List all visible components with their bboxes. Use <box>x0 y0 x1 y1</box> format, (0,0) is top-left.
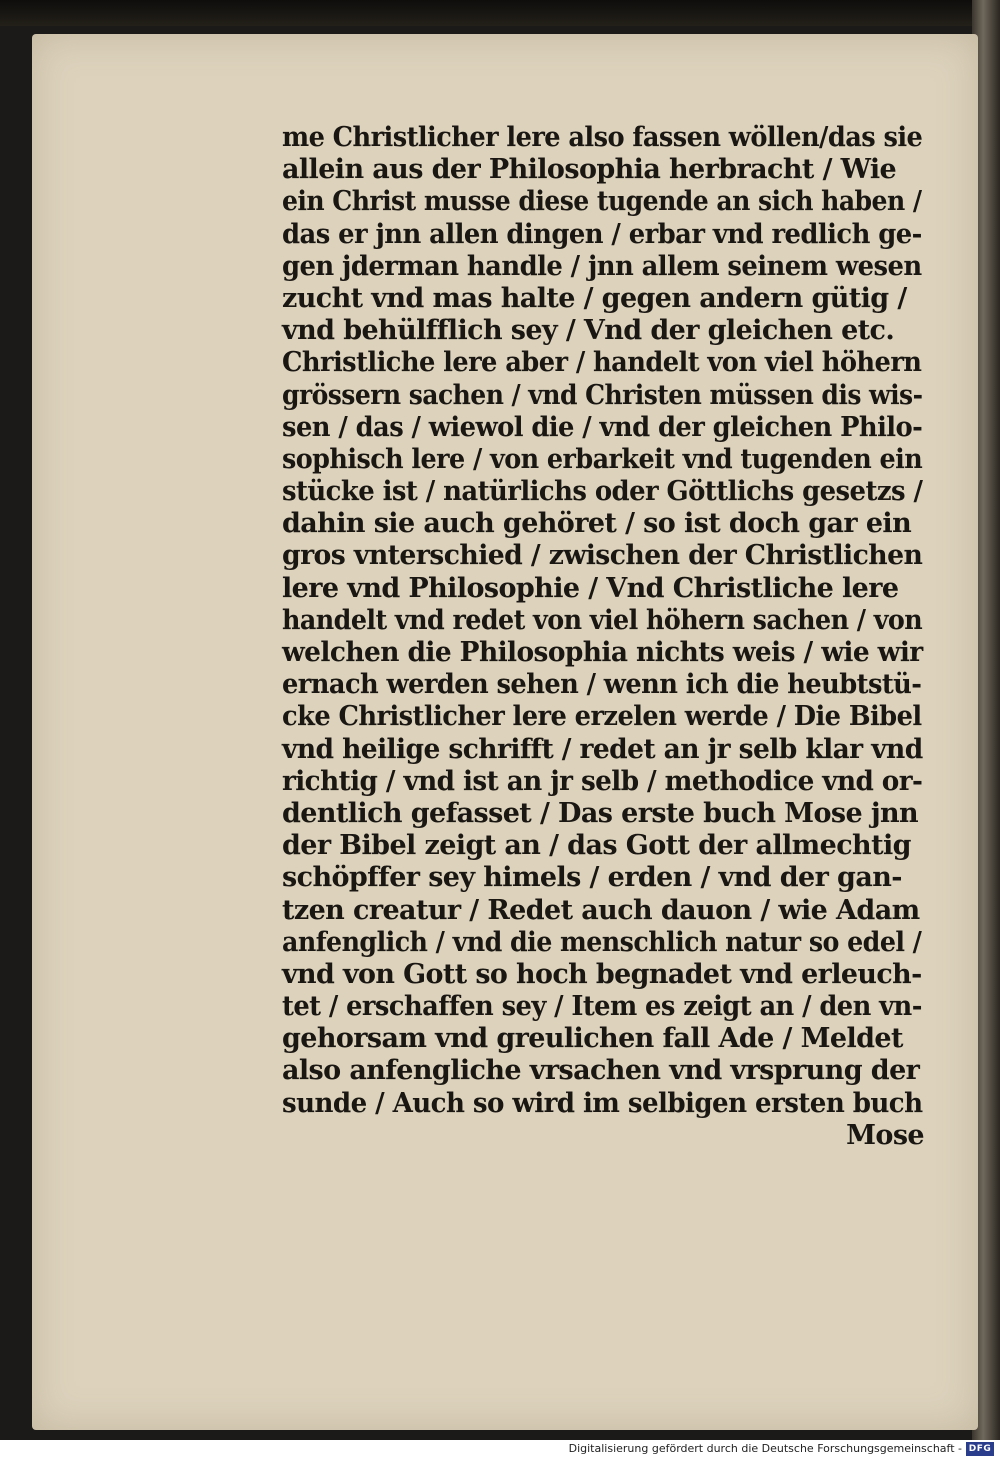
text-line: vnd heilige schrifft / redet an jr selb klar vnd <box>282 733 923 765</box>
text-line: cke Christlicher lere erzelen werde / Die Bibel <box>282 701 922 733</box>
page-text-block <box>282 122 942 1152</box>
text-line: das er jnn allen dingen / erbar vnd redlich ge- <box>282 218 922 250</box>
text-line: stücke ist / natürlichs oder Göttlichs gesetzs / <box>282 476 923 508</box>
book-page <box>32 34 978 1430</box>
text-line: sophisch lere / von erbarkeit vnd tugenden ein <box>282 443 923 475</box>
text-line: welchen die Philosophia nichts weis / wie wir <box>282 637 923 668</box>
scan-top-edge <box>0 0 1000 26</box>
text-line: me Christlicher lere also fassen wöllen/das sie <box>282 122 923 153</box>
text-line: ernach werden sehen / wenn ich die heubtstü- <box>282 669 922 701</box>
footer-bar <box>0 1440 1000 1459</box>
text-line: gen jderman handle / jnn allem seinem wesen <box>282 250 922 282</box>
text-line: grössern sachen / vnd Christen müssen dis wis- <box>282 379 923 411</box>
text-line: zucht vnd mas halte / gegen andern gütig / <box>282 282 907 314</box>
text-line: ein Christ musse diese tugende an sich haben / <box>282 186 922 218</box>
text-line: dahin sie auch gehöret / so ist doch gar ein <box>282 508 912 540</box>
text-line: schöpffer sey himels / erden / vnd der gan- <box>282 862 902 894</box>
text-line: richtig / vnd ist an jr selb / methodice vnd or- <box>282 765 923 797</box>
text-line: also anfengliche vrsachen vnd vrsprung der <box>282 1055 920 1087</box>
text-line: tzen creatur / Redet auch dauon / wie Adam <box>282 894 920 926</box>
dfg-logo: DFG <box>966 1442 994 1456</box>
text-line: dentlich gefasset / Das erste buch Mose jnn <box>282 797 919 829</box>
text-line: handelt vnd redet von viel höhern sachen / von <box>282 604 923 636</box>
text-line: gehorsam vnd greulichen fall Ade / Meldet <box>282 1023 903 1055</box>
footer-credit: Digitalisierung gefördert durch die Deutsche Forschungsgemeinschaft - <box>568 1442 962 1455</box>
text-line: tet / erschaffen sey / Item es zeigt an / den vn- <box>282 991 922 1023</box>
text-line: gros vnterschied / zwischen der Christlichen <box>282 540 923 572</box>
text-line: sunde / Auch so wird im selbigen ersten buch <box>282 1087 923 1119</box>
catchword: Mose <box>846 1119 924 1151</box>
text-line: anfenglich / vnd die menschlich natur so edel / <box>282 926 922 958</box>
text-line: lere vnd Philosophie / Vnd Christliche lere <box>282 572 899 604</box>
text-line: allein aus der Philosophia herbracht / Wie <box>282 154 897 186</box>
text-line: vnd von Gott so hoch begnadet vnd erleuch- <box>282 958 922 990</box>
text-line: der Bibel zeigt an / das Gott der allmechtig <box>282 830 911 862</box>
text-line: Christliche lere aber / handelt von viel höhern <box>282 347 922 379</box>
text-line: vnd behülfflich sey / Vnd der gleichen etc. <box>282 315 895 347</box>
text-line: sen / das / wiewol die / vnd der gleichen Philo- <box>282 411 923 443</box>
